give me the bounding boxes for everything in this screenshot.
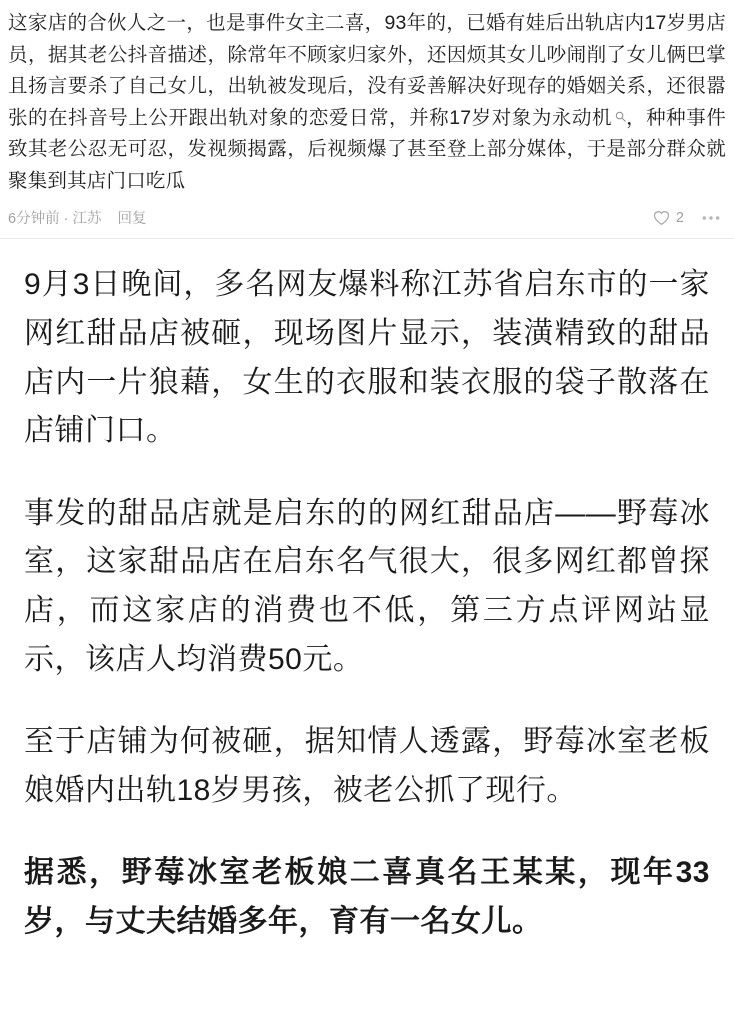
comment-like-count: 2 [675, 209, 684, 226]
comment-like-button[interactable] [653, 210, 684, 226]
search-icon [615, 111, 626, 122]
article-paragraph: 事发的甜品店就是启东的的网红甜品店——野莓冰室，这家甜品店在启东名气很大，很多网红都曾探店，而这家店的消费也不低，第三方点评网站显示，该店人均消费50元。 [24, 496, 710, 676]
comment-text-after-keyword: ，种种事件致其老公忍无可忍，发视频揭露，后视频爆了甚至登上部分媒体，于是部分群众就聚集到其店门口吃瓜 [8, 106, 726, 192]
comment-block [0, 0, 734, 238]
comment-reply-button[interactable]: 回复 [117, 211, 147, 228]
comment-keyword-label: 永动机 [551, 106, 613, 129]
comment-meta-left [8, 207, 146, 228]
comment-text [8, 8, 726, 197]
comment-timestamp: 6分钟前 · 江苏 [8, 211, 102, 228]
article-paragraph: 至于店铺为何被砸，据知情人透露，野莓冰室老板娘婚内出轨18岁男孩，被老公抓了现行。 [24, 725, 710, 807]
comment-text-before-keyword: 这家店的合伙人之一，也是事件女主二喜，93年的，已婚有娃后出轨店内17岁男店员，据其老公抖音描述，除常年不顾家归家外，还因烦其女儿吵闹削了女儿俩巴掌且扬言要杀了自己女儿，出轨被发现后，没有妥善解决好现存的婚姻关系，还很嚣张的在抖音号上公开跟出轨对象的恋爱日常，并称17岁对象为 [8, 12, 726, 129]
article-body [0, 239, 734, 946]
comment-location-text: 江苏 [72, 211, 102, 228]
article-paragraph: 9月3日晚间，多名网友爆料称江苏省启东市的一家网红甜品店被砸，现场图片显示，装潢精致的甜品店内一片狼藉，女生的衣服和装衣服的袋子散落在店铺门口。 [24, 268, 710, 448]
comment-time-text: 6分钟前 [8, 211, 60, 228]
heart-icon [653, 210, 670, 226]
comment-keyword-link[interactable] [552, 107, 626, 129]
more-dots-icon[interactable] [702, 215, 720, 221]
comment-meta [8, 207, 726, 238]
comment-meta-right [653, 210, 726, 226]
article-paragraph: 据悉，野莓冰室老板娘二喜真名王某某，现年33岁，与丈夫结婚多年，育有一名女儿。 [24, 856, 710, 938]
